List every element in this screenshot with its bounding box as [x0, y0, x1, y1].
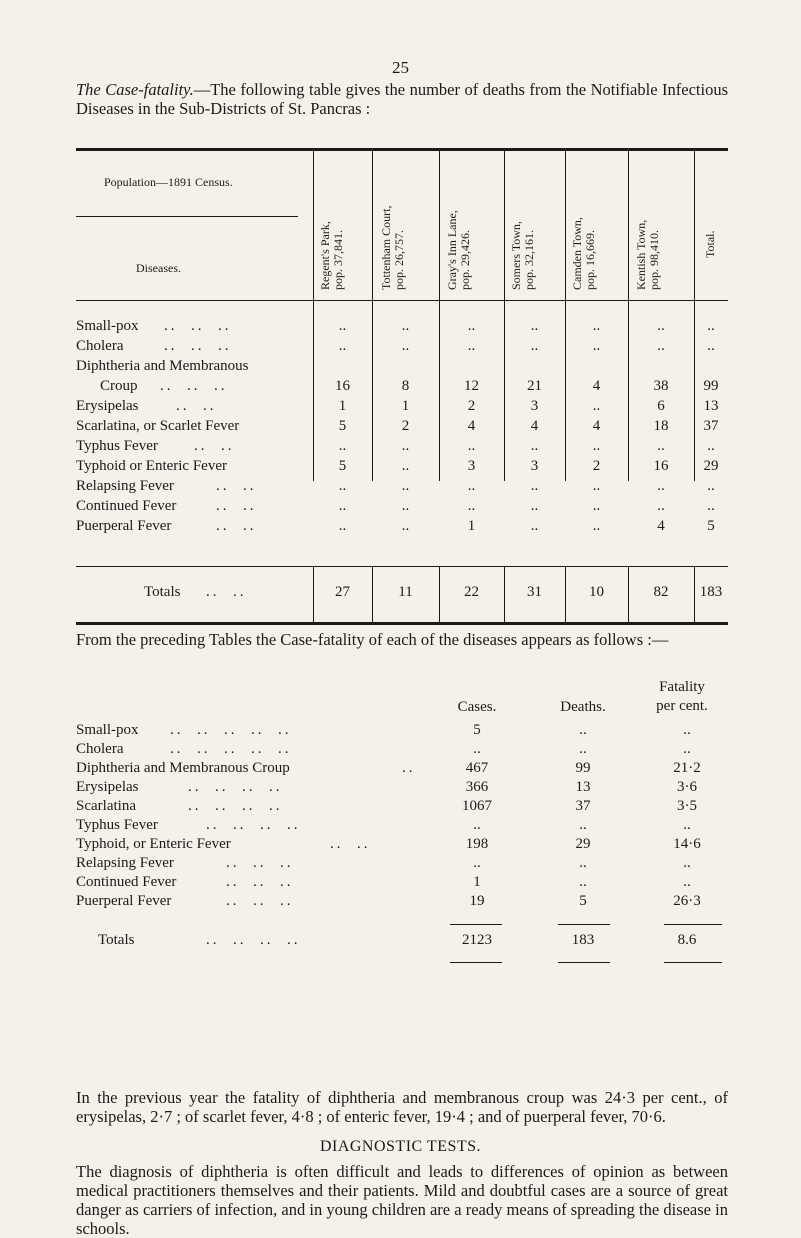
- table-row: Cholera .. .. .. .. .. .. .. .. .. ..: [76, 338, 715, 354]
- intro-title: The Case-fatality.: [76, 80, 194, 99]
- table-row: Puerperal Fever .. .. .. 19 5 26·3: [76, 893, 701, 909]
- table-row: Continued Fever .. .. .. .. .. .. .. .. ..: [76, 498, 715, 514]
- table-row: Scarlatina .. .. .. .. 1067 37 3·5: [76, 798, 697, 814]
- page-number: 25: [392, 58, 409, 77]
- table-row: Scarlatina, or Scarlet Fever 5 2 4 4 4 18 37: [76, 418, 719, 434]
- diagnostic-paragraph: The diagnosis of diphtheria is often difficult and leads to differences of opinion as between medical practitioners themselves and their patients. Mild and doubtful cases are a source of great danger as carriers of infection, and in young children are a ready means of spreading the disease in schools.: [76, 1162, 728, 1238]
- table-row: Diphtheria and Membranous Croup .. 467 99 21·2: [76, 760, 701, 776]
- totals-row: Totals .. .. 27 11 22 31 10 82 183: [144, 584, 723, 600]
- col-header-camden-town: Camden Town, pop. 16,669.: [570, 217, 597, 290]
- table-row: Typhus Fever .. .. .. .. .. .. .. .. ..: [76, 438, 715, 454]
- table-bottom-rule: [76, 622, 728, 625]
- cases-header: Cases.: [457, 699, 497, 715]
- col-header-regents-park: Regent's Park, pop. 37,841.: [318, 221, 345, 290]
- table-row: Erysipelas .. .. .. .. 366 13 3·6: [76, 779, 697, 795]
- table-row: Diphtheria and Membranous: [76, 358, 249, 374]
- intro-paragraph: [76, 80, 728, 118]
- table-row: Erysipelas .. .. 1 1 2 3 .. 6 13: [76, 398, 719, 414]
- totals-top-rule: [76, 566, 728, 567]
- col-header-somers-town: Somers Town, pop. 32,161.: [509, 221, 536, 290]
- table-row: Relapsing Fever .. .. .. .. .. ..: [76, 855, 691, 871]
- deaths-by-subdistrict-table: [76, 148, 728, 628]
- table-row: Relapsing Fever .. .. .. .. .. .. .. .. ..: [76, 478, 715, 494]
- census-label: Population—1891 Census.: [104, 175, 233, 189]
- sum-rule: [450, 924, 502, 925]
- header-bottom-rule: [76, 300, 728, 301]
- table-row: Typhoid, or Enteric Fever .. .. 198 29 14·6: [76, 836, 701, 852]
- col-header-tottenham-court: Tottenham Court, pop. 26,757.: [379, 205, 406, 290]
- table-row: Small-pox .. .. .. .. .. 5 .. ..: [76, 722, 691, 738]
- previous-year-paragraph: In the previous year the fatality of diphtheria and membranous croup was 24·3 per cent., of erysipelas, 2·7 ; of scarlet fever, 4·8 ; of enteric fever, 19·4 ; and of puerperal fever, 70·6.: [76, 1088, 728, 1126]
- col-header-total: Total.: [703, 230, 717, 258]
- table-row: Puerperal Fever .. .. .. .. 1 .. .. 4 5: [76, 518, 715, 534]
- header-divider: [76, 216, 298, 217]
- section-heading: DIAGNOSTIC TESTS.: [319, 1138, 482, 1155]
- col-header-grays-inn-lane: Gray's Inn Lane, pop. 29,426.: [445, 210, 472, 290]
- table-row: Cholera .. .. .. .. .. .. .. ..: [76, 741, 691, 757]
- sum-rule: [558, 924, 610, 925]
- table-row: Typhus Fever .. .. .. .. .. .. ..: [76, 817, 691, 833]
- case-fatality-intro: From the preceding Tables the Case-fatality of each of the diseases appears as follows :—: [76, 630, 669, 649]
- fatality-header: Fatality per cent.: [656, 679, 708, 714]
- table-row: Continued Fever .. .. .. 1 .. ..: [76, 874, 691, 890]
- sum-rule: [664, 962, 722, 963]
- diseases-label: Diseases.: [136, 261, 181, 275]
- table-row: Small-pox .. .. .. .. .. .. .. .. .. ..: [76, 318, 715, 334]
- table-top-rule: [76, 148, 728, 151]
- sum-rule: [664, 924, 722, 925]
- deaths-header: Deaths.: [560, 699, 606, 715]
- sum-rule: [450, 962, 502, 963]
- table-row: Croup .. .. .. 16 8 12 21 4 38 99: [100, 378, 719, 394]
- intro-text: —The following table gives the number of deaths from the Notifiable Infectious Diseases in the Sub-Districts of St. Pancras :: [76, 80, 728, 118]
- table-row: Typhoid or Enteric Fever 5 .. 3 3 2 16 29: [76, 458, 719, 474]
- case-fatality-table: [76, 676, 728, 1076]
- sum-rule: [558, 962, 610, 963]
- col-header-kentish-town: Kentish Town, pop. 98,410.: [634, 219, 661, 290]
- totals-row: Totals .. .. .. .. 2123 183 8.6: [98, 932, 697, 948]
